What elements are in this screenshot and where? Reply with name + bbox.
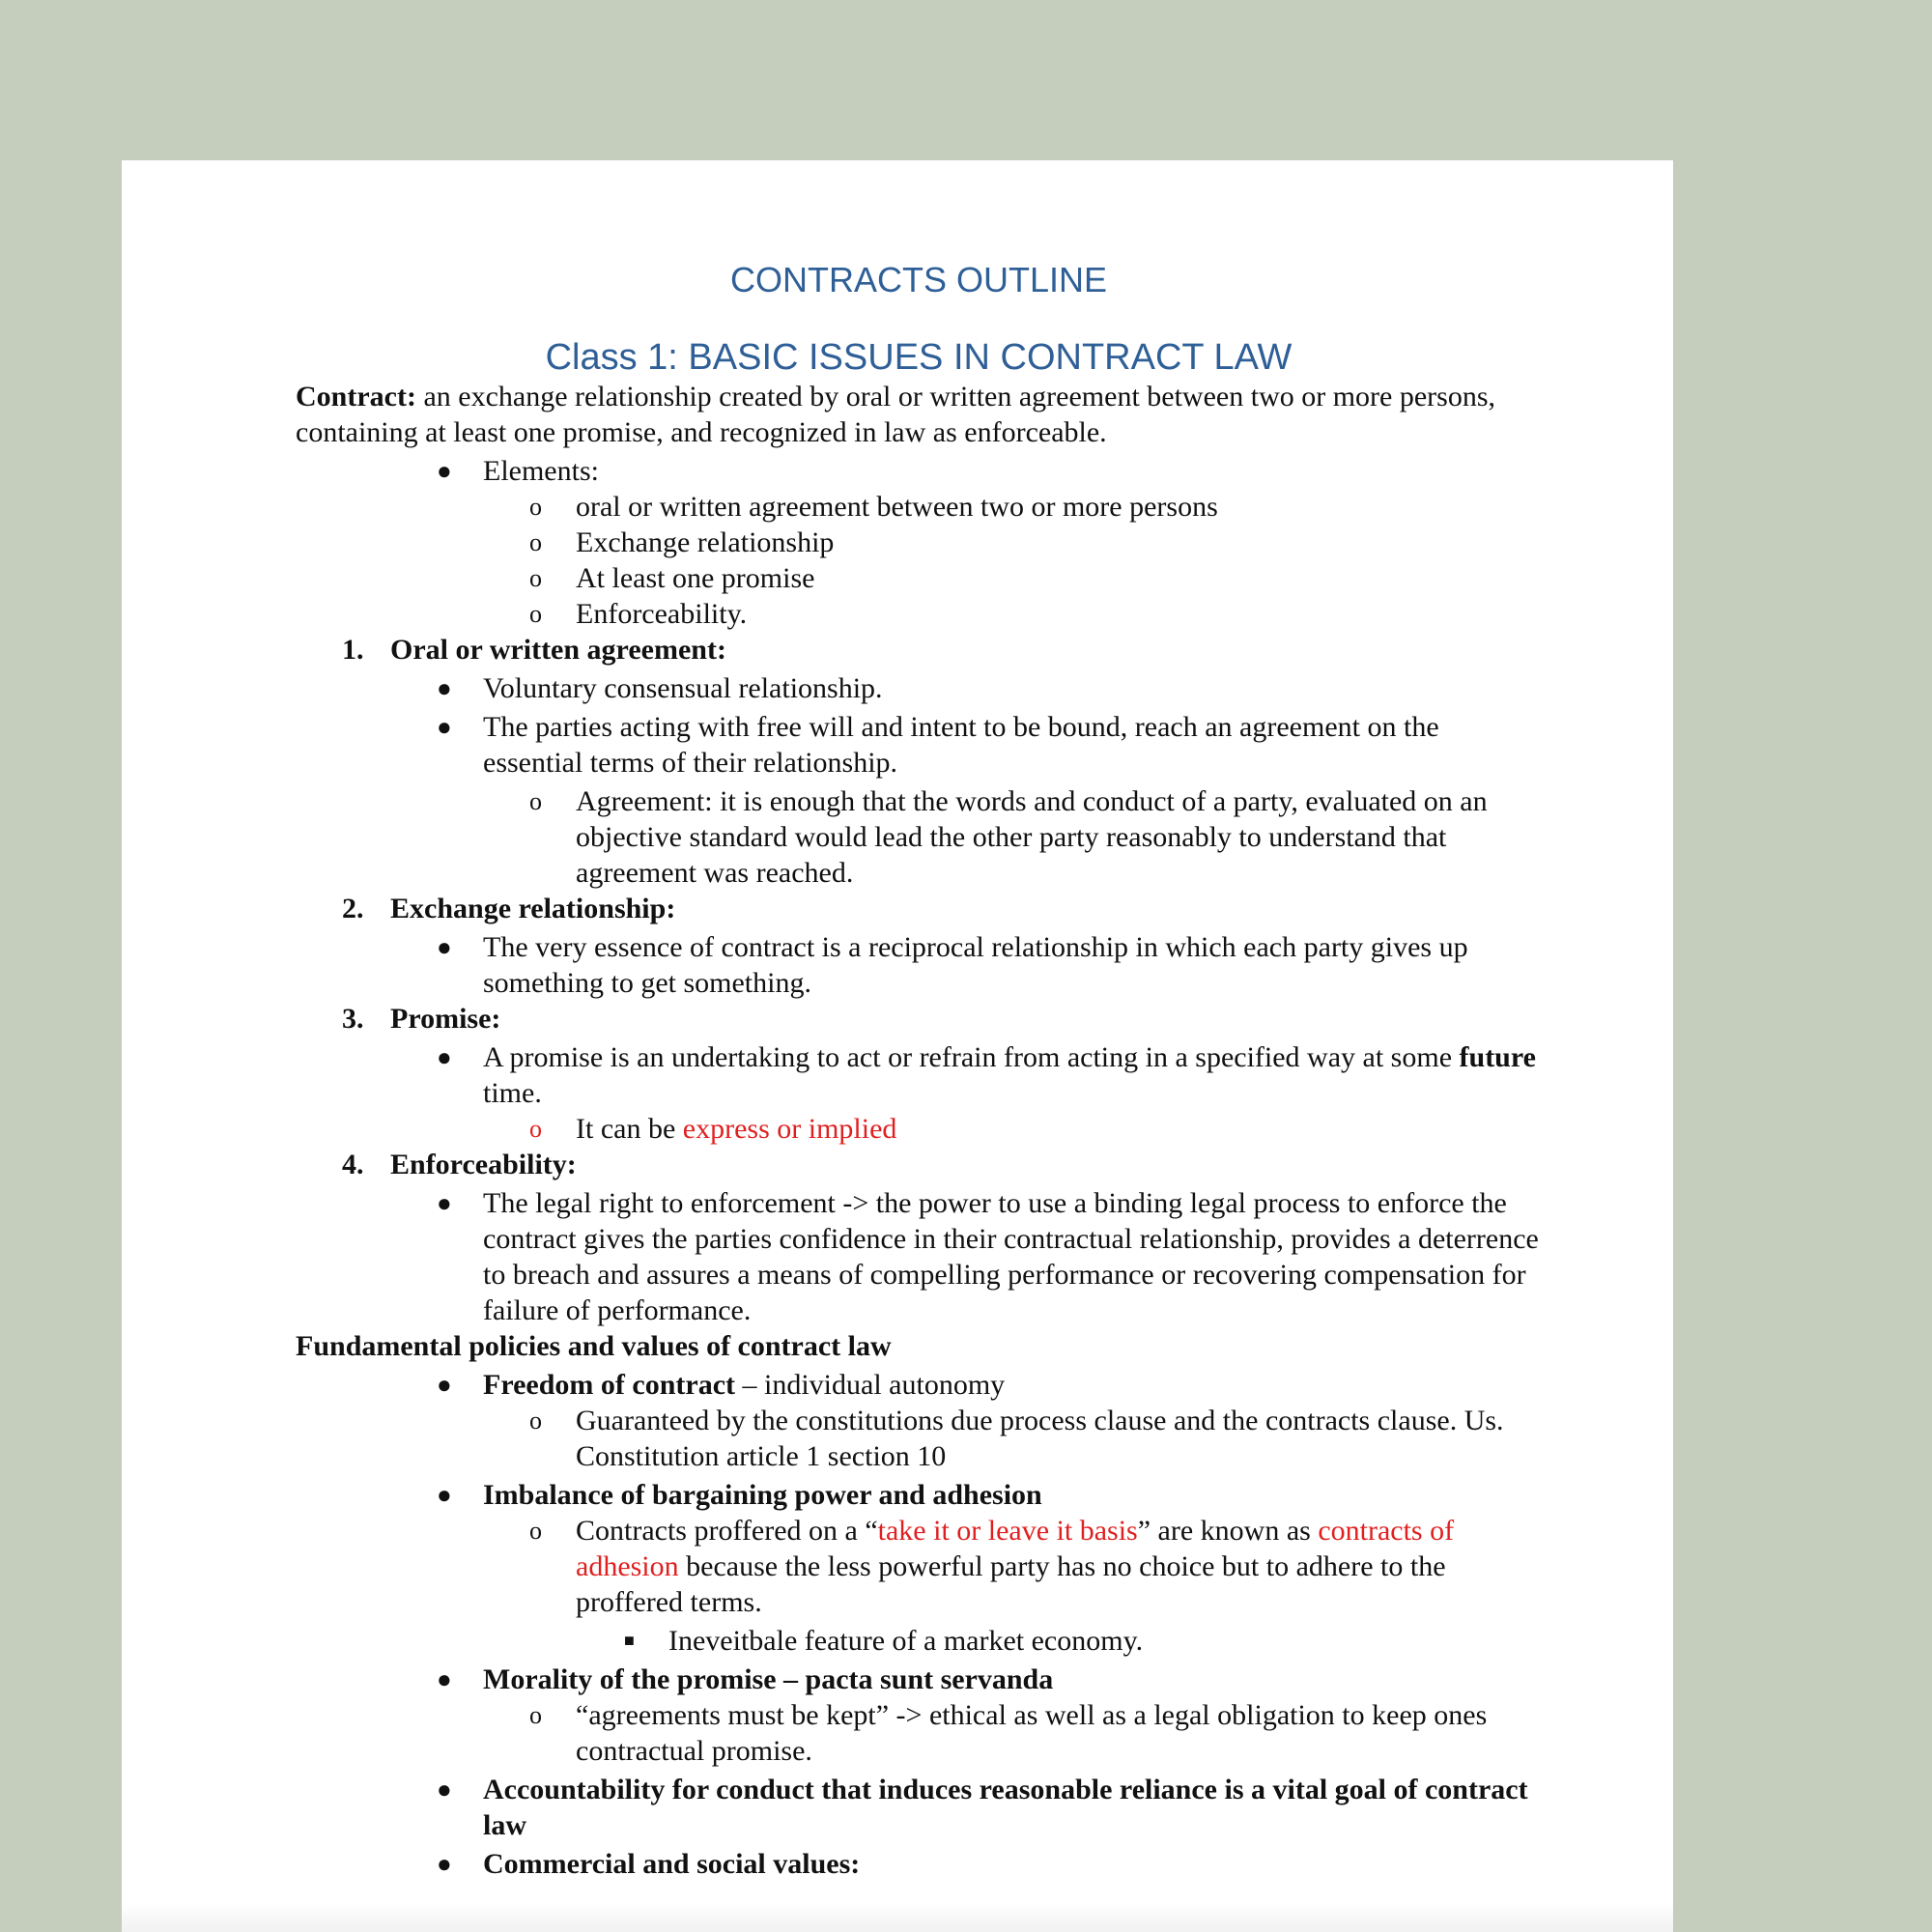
highlighted-text: take it or leave it basis bbox=[877, 1515, 1138, 1547]
section-title: Promise: bbox=[390, 1003, 501, 1035]
list-item bbox=[296, 670, 1542, 706]
bullet-icon: ● bbox=[437, 457, 452, 485]
element-item: Enforceability. bbox=[576, 598, 748, 630]
section-title: Exchange relationship: bbox=[390, 893, 676, 924]
list-item bbox=[296, 1477, 1542, 1513]
list-item bbox=[296, 1367, 1542, 1403]
circle-bullet-icon: o bbox=[529, 1406, 542, 1435]
bullet-icon: ● bbox=[437, 933, 452, 961]
list-item bbox=[296, 1697, 1542, 1769]
bullet-text: Commercial and social values: bbox=[483, 1848, 861, 1880]
list-item bbox=[296, 1185, 1542, 1328]
bullet-text bbox=[483, 1369, 1005, 1401]
bullet-text: Imbalance of bargaining power and adhesion bbox=[483, 1479, 1042, 1511]
document-content bbox=[296, 160, 1542, 1882]
bullet-text: The legal right to enforcement -> the power to use a binding legal process to enforce the contract gives the parties confidence in their contractual relationship, provides a deterrence to breach and assures a means of compelling performance or recovering compensation for failure of performance. bbox=[483, 1187, 1539, 1326]
bullet-icon: ● bbox=[437, 1371, 452, 1399]
circle-bullet-icon: o bbox=[529, 787, 542, 815]
emphasis-text: Freedom of contract bbox=[483, 1369, 736, 1401]
sub-bullet-text: Agreement: it is enough that the words and conduct of a party, evaluated on an objective standard would lead the other party reasonably to understand that agreement was reached. bbox=[576, 785, 1488, 889]
bullet-icon: ● bbox=[437, 1481, 452, 1509]
circle-bullet-icon: o bbox=[529, 1517, 542, 1545]
bullet-text: Accountability for conduct that induces reasonable reliance is a vital goal of contract law bbox=[483, 1774, 1528, 1841]
definition-text: an exchange relationship created by oral or written agreement between two or more persons, containing at least one promise, and recognized in law as enforceable. bbox=[296, 381, 1496, 448]
list-item bbox=[296, 1662, 1542, 1697]
bullet-text bbox=[483, 1041, 1536, 1109]
text-run: ” are known as bbox=[1137, 1515, 1319, 1547]
square-bullet-icon: ■ bbox=[624, 1631, 635, 1650]
elements-label: Elements: bbox=[483, 455, 599, 487]
list-item bbox=[296, 1111, 1542, 1147]
list-item bbox=[296, 1403, 1542, 1474]
element-item: At least one promise bbox=[576, 562, 815, 594]
list-item bbox=[296, 596, 1542, 632]
sub-bullet-text: Guaranteed by the constitutions due process clause and the contracts clause. Us. Constitution article 1 section 10 bbox=[576, 1405, 1504, 1472]
list-item bbox=[296, 525, 1542, 560]
bullet-icon: ● bbox=[437, 1043, 452, 1071]
list-item bbox=[296, 783, 1542, 891]
element-item: Exchange relationship bbox=[576, 526, 835, 558]
page-bottom-shade bbox=[122, 1903, 1673, 1932]
circle-bullet-icon: o bbox=[529, 528, 542, 556]
section-heading bbox=[296, 891, 1542, 926]
list-item bbox=[296, 709, 1542, 781]
section-number: 3. bbox=[342, 1003, 364, 1035]
section-heading bbox=[296, 1147, 1542, 1182]
element-item: oral or written agreement between two or more persons bbox=[576, 491, 1218, 523]
document-page bbox=[122, 160, 1673, 1932]
bullet-icon: ● bbox=[437, 674, 452, 702]
list-item bbox=[296, 453, 1542, 489]
list-item bbox=[296, 1772, 1542, 1843]
list-item bbox=[296, 489, 1542, 525]
text-run: time. bbox=[483, 1077, 542, 1109]
definition-term: Contract: bbox=[296, 381, 416, 412]
list-item bbox=[296, 1513, 1542, 1620]
circle-bullet-icon: o bbox=[529, 600, 542, 628]
sub-bullet-text: “agreements must be kept” -> ethical as well as a legal obligation to keep ones contractual promise. bbox=[576, 1699, 1488, 1767]
bullet-icon: ● bbox=[437, 1189, 452, 1217]
bullet-text: Voluntary consensual relationship. bbox=[483, 672, 883, 704]
circle-bullet-icon: o bbox=[529, 564, 542, 592]
text-run: Contracts proffered on a “ bbox=[576, 1515, 878, 1547]
list-item bbox=[296, 560, 1542, 596]
section-title: Oral or written agreement: bbox=[390, 634, 726, 666]
bullet-text: The parties acting with free will and intent to be bound, reach an agreement on the essential terms of their relationship. bbox=[483, 711, 1439, 779]
list-item bbox=[296, 1846, 1542, 1882]
circle-bullet-icon: o bbox=[529, 1701, 542, 1729]
list-item bbox=[296, 929, 1542, 1001]
circle-bullet-icon: o bbox=[529, 1115, 542, 1143]
policies-heading: Fundamental policies and values of contract law bbox=[296, 1330, 892, 1362]
sub-sub-bullet-text: Ineveitbale feature of a market economy. bbox=[668, 1625, 1144, 1657]
highlighted-text: express or implied bbox=[682, 1113, 897, 1145]
circle-bullet-icon: o bbox=[529, 493, 542, 521]
section-number: 1. bbox=[342, 634, 364, 666]
section-number: 4. bbox=[342, 1149, 364, 1180]
text-run: because the less powerful party has no choice but to adhere to the proffered terms. bbox=[576, 1550, 1446, 1618]
bullet-icon: ● bbox=[437, 1665, 452, 1693]
section-heading bbox=[296, 1001, 1542, 1037]
bullet-icon: ● bbox=[437, 1776, 452, 1804]
text-run: A promise is an undertaking to act or refrain from acting in a specified way at some bbox=[483, 1041, 1460, 1073]
bullet-icon: ● bbox=[437, 1850, 452, 1878]
section-title: Enforceability: bbox=[390, 1149, 577, 1180]
sub-bullet-text bbox=[576, 1113, 896, 1145]
emphasis-text: future bbox=[1459, 1041, 1536, 1073]
class-heading: Class 1: BASIC ISSUES IN CONTRACT LAW bbox=[545, 337, 1293, 378]
section-heading bbox=[296, 632, 1542, 668]
highlighted-text: contracts of adhesion bbox=[576, 1515, 1455, 1582]
sub-bullet-text bbox=[576, 1515, 1454, 1618]
contract-definition bbox=[296, 379, 1542, 450]
bullet-text: The very essence of contract is a reciprocal relationship in which each party gives up something to get something. bbox=[483, 931, 1468, 999]
list-item bbox=[296, 1623, 1542, 1659]
text-run: – individual autonomy bbox=[735, 1369, 1006, 1401]
section-number: 2. bbox=[342, 893, 364, 924]
bullet-text: Morality of the promise – pacta sunt servanda bbox=[483, 1663, 1054, 1695]
list-item bbox=[296, 1039, 1542, 1111]
text-run: It can be bbox=[576, 1113, 683, 1145]
document-title: CONTRACTS OUTLINE bbox=[729, 260, 1108, 299]
bullet-icon: ● bbox=[437, 713, 452, 741]
